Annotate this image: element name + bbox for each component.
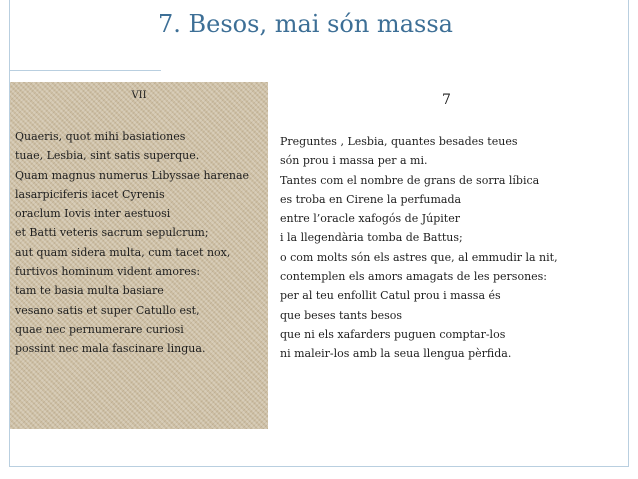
latin-line: oraclum Iovis inter aestuosi: [15, 207, 171, 221]
catalan-line: ni maleir-los amb la seua llengua pèrfida.: [280, 347, 512, 361]
latin-line: Quaeris, quot mihi basiationes: [15, 130, 186, 143]
latin-line: et Batti veteris sacrum sepulcrum;: [15, 226, 209, 240]
latin-line: aut quam sidera multa, cum tacet nox,: [15, 245, 231, 259]
slide-title: 7. Besos, mai són massa: [158, 10, 453, 38]
catalan-poem-text: [280, 132, 558, 364]
latin-line: furtivos hominum vident amores:: [15, 265, 201, 279]
catalan-line: Preguntes , Lesbia, quantes besades teues: [280, 135, 518, 148]
latin-poem-panel: [10, 82, 268, 429]
catalan-line: i la llegendària tomba de Battus;: [280, 231, 463, 245]
catalan-line: contemplen els amors amagats de les persones:: [280, 270, 548, 284]
latin-line: Quam magnus numerus Libyssae harenae: [15, 168, 250, 182]
latin-line: quae nec pernumerare curiosi: [15, 322, 184, 336]
latin-poem-heading: VII: [131, 90, 147, 101]
latin-poem-text: [15, 127, 249, 359]
catalan-line: que beses tants besos: [280, 308, 403, 322]
catalan-poem-heading: 7: [442, 92, 451, 108]
latin-line: tam te basia multa basiare: [15, 284, 164, 298]
catalan-line: Tantes com el nombre de grans de sorra líbica: [280, 173, 540, 187]
latin-line: vesano satis et super Catullo est,: [15, 303, 200, 317]
catalan-line: són prou i massa per a mi.: [280, 154, 428, 168]
catalan-line: entre l’oracle xafogós de Júpiter: [280, 212, 460, 226]
title-rule: [9, 70, 161, 71]
latin-line: tuae, Lesbia, sint satis superque.: [15, 149, 200, 163]
catalan-line: que ni els xafarders puguen comptar-los: [280, 327, 506, 341]
latin-line: possint nec mala fascinare lingua.: [15, 342, 206, 356]
catalan-line: per al teu enfollit Catul prou i massa és: [280, 289, 501, 303]
catalan-line: o com molts són els astres que, al emmudir la nit,: [280, 250, 558, 264]
latin-line: lasarpiciferis iacet Cyrenis: [15, 187, 165, 201]
catalan-line: es troba en Cirene la perfumada: [280, 192, 462, 206]
